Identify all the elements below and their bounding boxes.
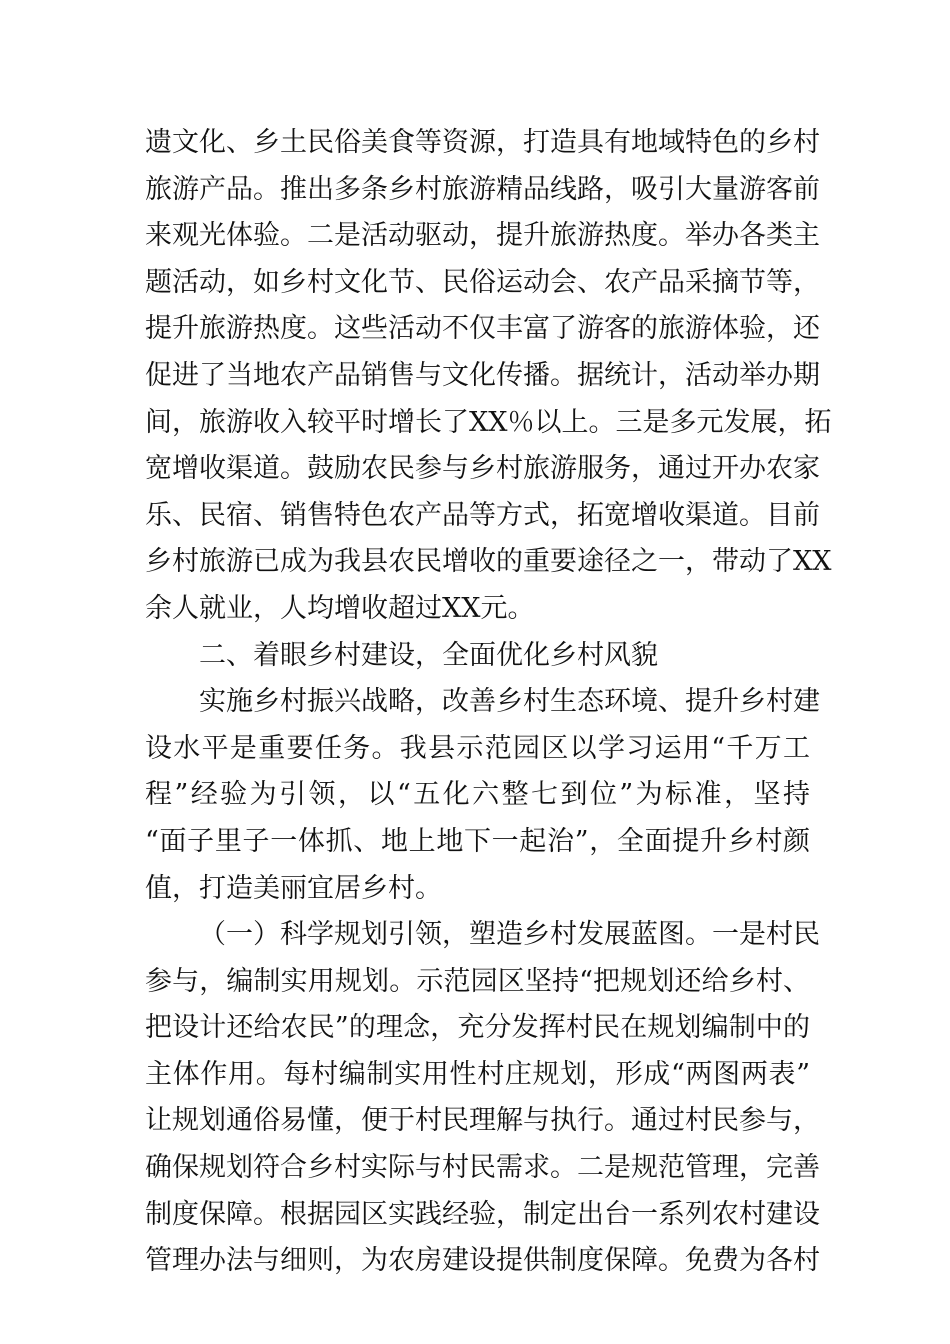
text-line: 参与，编制实用规划。示范园区坚持“把规划还给乡村、 (145, 965, 810, 997)
text-line: 提升旅游热度。这些活动不仅丰富了游客的旅游体验，还 (145, 313, 820, 345)
text-line: 让规划通俗易懂，便于村民理解与执行。通过村民参与， (145, 1105, 820, 1137)
text-line: 余人就业，人均增收超过XX元。 (145, 592, 535, 624)
section-heading: 二、着眼乡村建设，全面优化乡村风貌 (199, 639, 658, 671)
text-line: “面子里子一体抓、地上地下一起治”，全面提升乡村颜 (145, 825, 810, 857)
text-line: 乡村旅游已成为我县农民增收的重要途径之一，带动了XX (145, 546, 832, 578)
text-line: 程”经验为引领，以“五化六整七到位”为标准，坚持 (145, 779, 810, 811)
text-line: 主体作用。每村编制实用性村庄规划，形成“两图两表” (145, 1058, 810, 1090)
text-line: 设水平是重要任务。我县示范园区以学习运用“千万工 (145, 732, 810, 764)
text-line: 管理办法与细则，为农房建设提供制度保障。免费为各村 (145, 1245, 820, 1277)
text-line: 确保规划符合乡村实际与村民需求。二是规范管理，完善 (145, 1152, 820, 1184)
text-line: 宽增收渠道。鼓励农民参与乡村旅游服务，通过开办农家 (145, 453, 820, 485)
text-line: 制度保障。根据园区实践经验，制定出台一系列农村建设 (145, 1198, 820, 1230)
text-line: 把设计还给农民”的理念，充分发挥村民在规划编制中的 (145, 1012, 810, 1044)
document-body (145, 120, 832, 1285)
text-line: 值，打造美丽宜居乡村。 (145, 872, 442, 904)
text-line: 遗文化、乡土民俗美食等资源，打造具有地域特色的乡村 (145, 127, 820, 158)
text-line: 乐、民宿、销售特色农产品等方式，拓宽增收渠道。目前 (145, 499, 820, 531)
text-line: 实施乡村振兴战略，改善乡村生态环境、提升乡村建 (199, 686, 820, 718)
text-line: 促进了当地农产品销售与文化传播。据统计，活动举办期 (145, 359, 820, 391)
text-line: 间，旅游收入较平时增长了XX％以上。三是多元发展，拓 (145, 406, 832, 438)
text-line: 题活动，如乡村文化节、民俗运动会、农产品采摘节等， (145, 266, 820, 298)
subsection-line: （一）科学规划引领，塑造乡村发展蓝图。一是村民 (199, 919, 820, 951)
text-line: 来观光体验。二是活动驱动，提升旅游热度。举办各类主 (145, 220, 820, 252)
text-line: 旅游产品。推出多条乡村旅游精品线路，吸引大量游客前 (145, 173, 820, 205)
